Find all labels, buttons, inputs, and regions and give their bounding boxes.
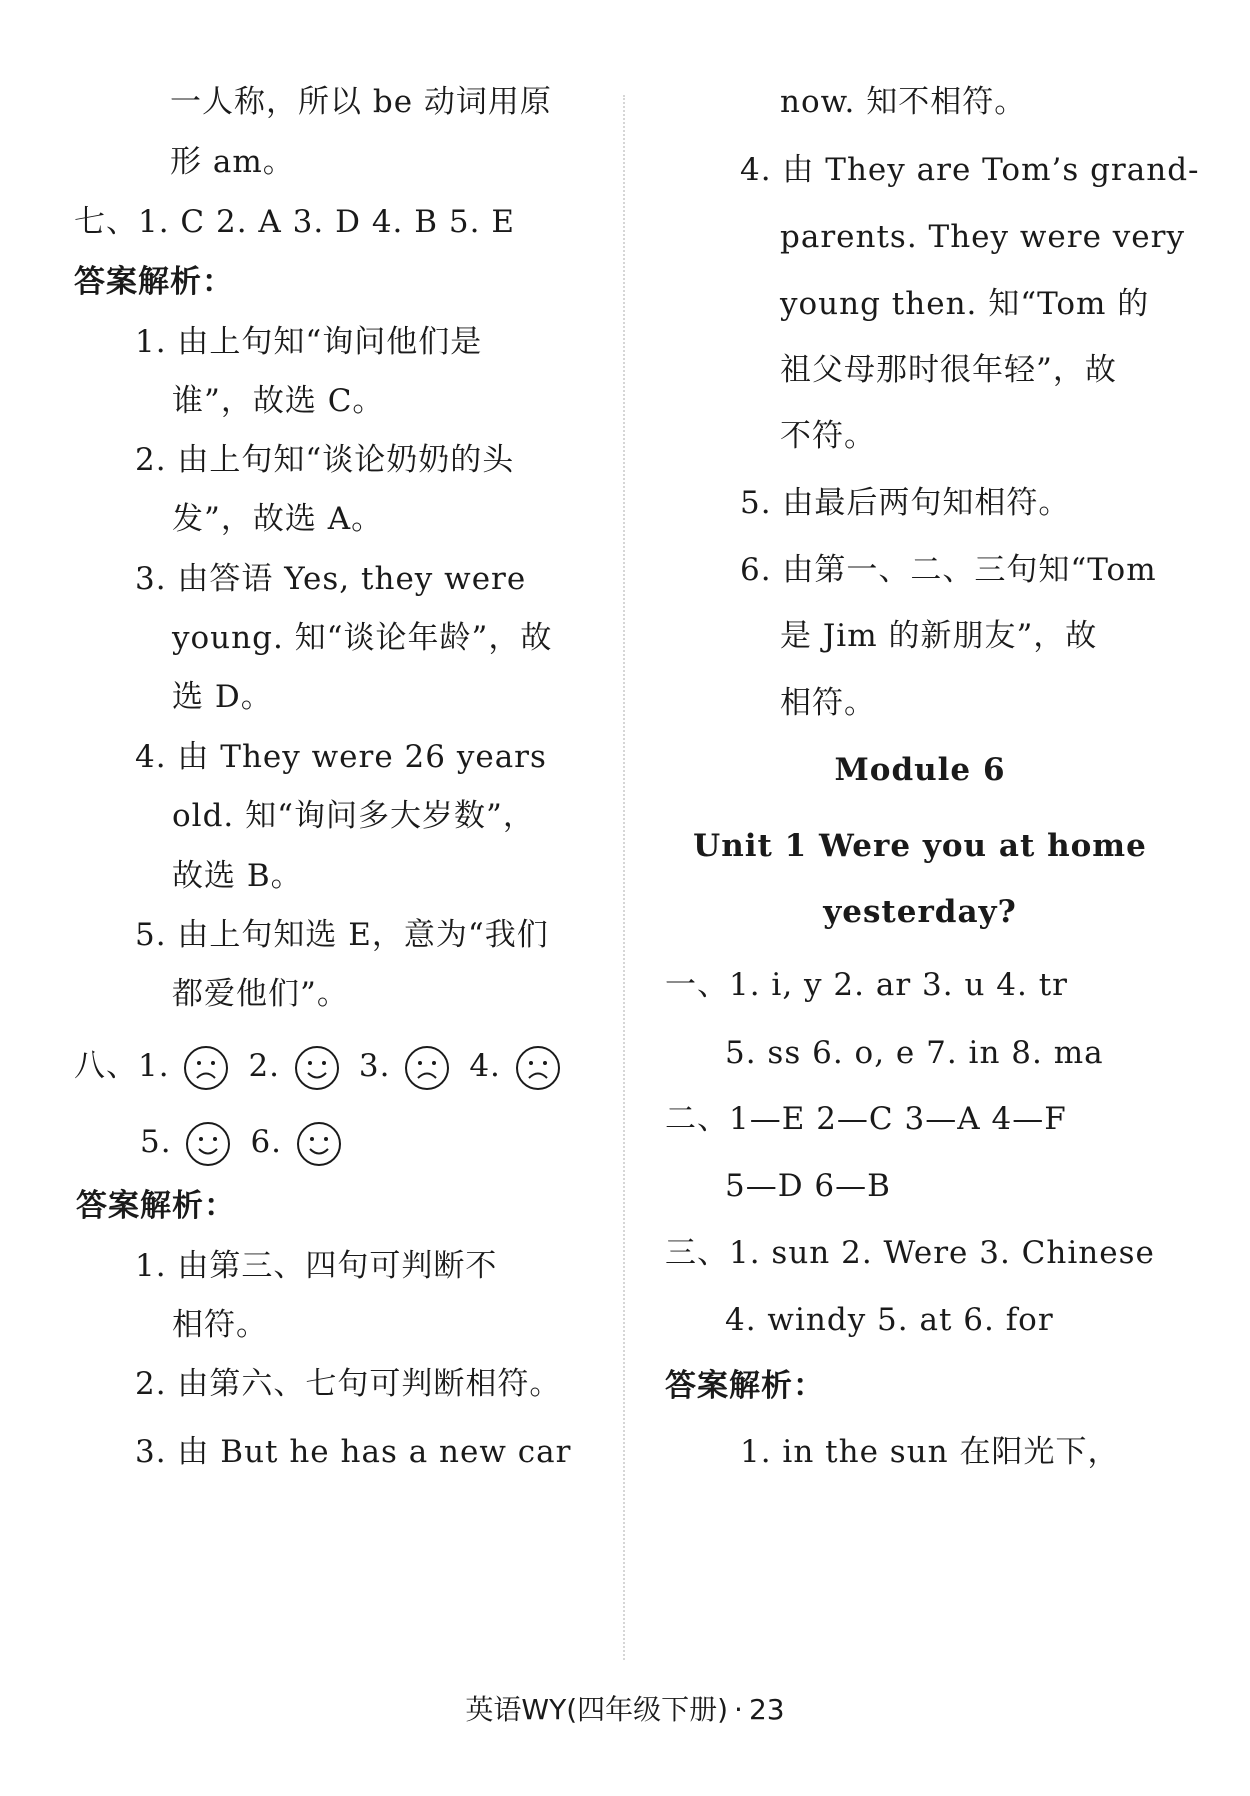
section-eight-prefix: 八、 bbox=[74, 1048, 138, 1084]
smiley-face-icon bbox=[295, 1120, 343, 1168]
unit-title-continued: yesterday? bbox=[823, 894, 1017, 930]
text-line: 是 Jim 的新朋友”，故 bbox=[780, 618, 1098, 654]
text-line: 形 am。 bbox=[170, 144, 295, 180]
text-line: old. 知“询问多大岁数”， bbox=[172, 798, 535, 834]
text-line: 一人称，所以 be 动词用原 bbox=[170, 84, 552, 120]
text-line: 2. 由上句知“谈论奶奶的头 bbox=[135, 442, 515, 478]
text-line: 3. 由 But he has a new car bbox=[135, 1434, 572, 1470]
text-line: 2. 由第六、七句可判断相符。 bbox=[135, 1366, 562, 1402]
text-line: 1. 由第三、四句可判断不 bbox=[135, 1248, 498, 1284]
text-line: 相符。 bbox=[780, 685, 876, 721]
smiley-face-icon bbox=[293, 1044, 341, 1092]
analysis-heading: 答案解析： bbox=[76, 1188, 236, 1224]
section-two-answers-continued: 5—D 6—B bbox=[725, 1168, 891, 1204]
text-line: 谁”，故选 C。 bbox=[172, 383, 385, 419]
text-line: 3. 由答语 Yes, they were bbox=[135, 561, 527, 597]
analysis-heading: 答案解析： bbox=[74, 264, 234, 300]
text-line: 选 D。 bbox=[172, 679, 273, 715]
text-line: 发”，故选 A。 bbox=[172, 501, 384, 537]
column-divider bbox=[623, 95, 625, 1660]
face-label: 4. bbox=[469, 1048, 501, 1084]
text-line: 4. 由 They are Tom’s grand- bbox=[740, 152, 1200, 188]
text-line: 祖父母那时很年轻”，故 bbox=[780, 352, 1117, 388]
section-one-answers-continued: 5. ss 6. o, e 7. in 8. ma bbox=[725, 1035, 1104, 1071]
section-eight-row-1 bbox=[74, 1040, 580, 1092]
sad-face-icon bbox=[514, 1044, 562, 1092]
section-one-answers: 一、1. i, y 2. ar 3. u 4. tr bbox=[665, 967, 1068, 1003]
text-line: 1. in the sun 在阳光下， bbox=[740, 1434, 1120, 1470]
section-three-answers: 三、1. sun 2. Were 3. Chinese bbox=[665, 1235, 1155, 1271]
page-footer bbox=[0, 1688, 1250, 1728]
section-seven-answers: 七、1. C 2. A 3. D 4. B 5. E bbox=[74, 204, 515, 240]
section-three-answers-continued: 4. windy 5. at 6. for bbox=[725, 1302, 1054, 1338]
unit-title: Unit 1 Were you at home bbox=[693, 828, 1147, 864]
footer-separator: · bbox=[734, 1693, 743, 1726]
analysis-heading: 答案解析： bbox=[665, 1368, 825, 1404]
section-eight-row-2 bbox=[140, 1116, 361, 1168]
face-label: 6. bbox=[250, 1124, 283, 1160]
book-title: 英语WY(四年级下册) bbox=[465, 1693, 729, 1726]
text-line: young then. 知“Tom 的 bbox=[780, 286, 1150, 322]
text-line: 都爱他们”。 bbox=[172, 976, 349, 1012]
page-number: 23 bbox=[748, 1693, 785, 1726]
sad-face-icon bbox=[182, 1044, 230, 1092]
section-two-answers: 二、1—E 2—C 3—A 4—F bbox=[665, 1101, 1067, 1137]
text-line: 6. 由第一、二、三句知“Tom bbox=[740, 552, 1157, 588]
text-line: 故选 B。 bbox=[172, 858, 303, 894]
text-line: 1. 由上句知“询问他们是 bbox=[135, 324, 483, 360]
smiley-face-icon bbox=[184, 1120, 232, 1168]
sad-face-icon bbox=[403, 1044, 451, 1092]
text-line: 4. 由 They were 26 years bbox=[135, 739, 547, 775]
face-label: 5. bbox=[140, 1124, 172, 1160]
text-line: 5. 由最后两句知相符。 bbox=[740, 485, 1071, 521]
face-label: 1. bbox=[138, 1048, 170, 1084]
module-title: Module 6 bbox=[834, 752, 1006, 788]
text-line: 5. 由上句知选 E，意为“我们 bbox=[135, 917, 549, 953]
text-line: 相符。 bbox=[172, 1307, 268, 1343]
face-label: 2. bbox=[248, 1048, 281, 1084]
text-line: 不符。 bbox=[780, 418, 876, 454]
text-line: young. 知“谈论年龄”，故 bbox=[172, 620, 553, 656]
text-line: now. 知不相符。 bbox=[780, 84, 1027, 120]
face-label: 3. bbox=[358, 1048, 391, 1084]
text-line: parents. They were very bbox=[780, 219, 1185, 255]
